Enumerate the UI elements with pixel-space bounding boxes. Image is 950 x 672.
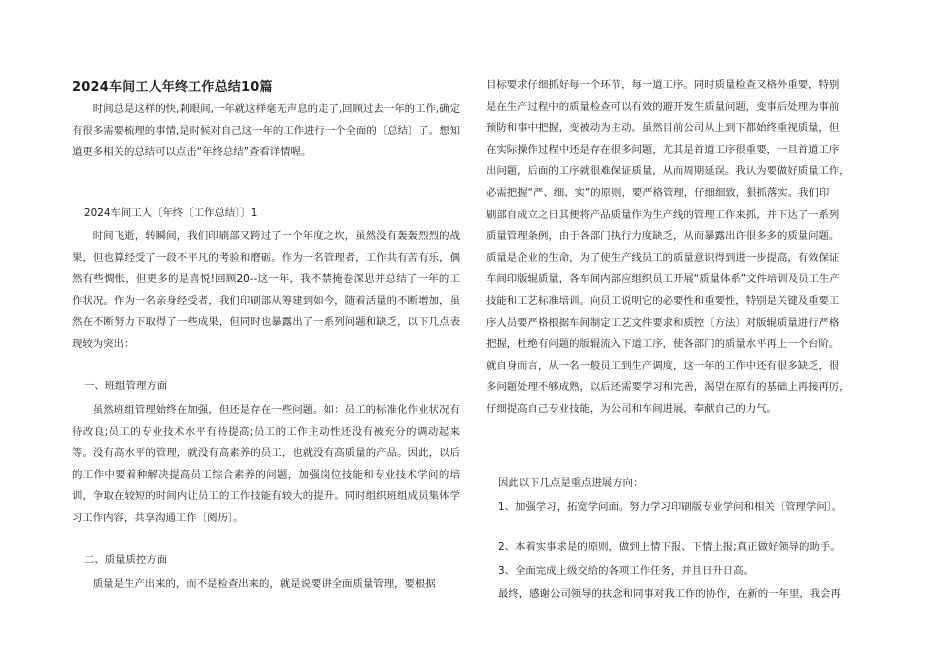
text-line: 多问题处理不够成熟，以后还需要学习和完善，渴望在原有的基础上再接再厉，	[486, 381, 850, 394]
text-line: 出问题，后面的工序就很难保证质量，从而周期延误。我认为要做好质量工作，	[486, 165, 850, 178]
text-line: 车间印版辊质量，各车间内部应组织员工开展“质量体系”文件培训及员工生产	[486, 273, 840, 286]
section-heading: 2024车间工人〔年终〔工作总结〕〕1	[84, 207, 258, 219]
intro-paragraph: 时间总是这样的快,剎眼间,一年就这样毫无声息的走了,回顾过去一年的工作,确定有很多需要梳理的事情,是时候对自己这一年的工作进行一个全面的〔总结〕了。想知道更多相关的总结可以点击“年终总结”查看详情喔。	[72, 103, 460, 159]
text-line: 目标要求仔细抓好每一个环节，每一道工序。同时质量检查又格外重要，特别	[486, 79, 840, 91]
text-line: 就自身而言，从一名一般员工到生产调度，这一年的工作中还有很多缺乏，很	[486, 359, 840, 372]
closing-paragraph-start: 最终，感谢公司领导的扶念和同事对我工作的协作，在新的一年里，我会再	[498, 588, 841, 600]
focus-item-3: 3、全面完成上级交给的各项工作任务，并且日升日高。	[498, 565, 754, 577]
section-paragraph: 时间飞逝，转瞬间，我们印刷部又跨过了一个年度之坎，虽然没有轰轰烈烈的战果，但也算经受了一段不平凡的考验和磨砺。作为一名管理者，工作共有苦有乐，偶然有些惆怅，但更多的是喜悦!回顾20--这一年，我不禁掩卷深思并总结了一年的工作状况。作为一名亲身经受者，我们印刷部从筹建到如今，随着活量的不断增加，虽然在不断努力下取得了一些成果，但同时也暴露出了一系列问题和缺乏，以下几点表现较为突出：	[72, 230, 460, 350]
focus-item-1: 1、加强学习，拓宽学问面。努力学习印刷版专业学问和相关〔管理学问〕。	[498, 501, 843, 513]
text-line: 质量是企业的生命，为了使生产线员工的质量意识得到进一步提高，有效保证	[486, 251, 840, 264]
focus-item-2: 2、本着实事求是的原则，做到上情下报、下情上报;真正做好领导的助手。	[498, 541, 841, 553]
text-line: 预防和事中把握，变被动为主动。虽然目前公司从上到下都始终重视质量，但	[486, 122, 840, 135]
text-line: 仔细提高自己专业技能，为公司和车间进展，奉献自己的力气。	[486, 402, 777, 415]
text-line: 质量管理条例，由于各部门执行力度缺乏，从而暴露出许很多多的质量问题。	[486, 230, 840, 243]
text-line: 刷部自成立之日其便将产品质量作为生产线的管理工作来抓，并下达了一系列	[486, 208, 840, 221]
subsection-heading-quality: 二、质量质控方面	[84, 554, 168, 566]
team-management-paragraph: 虽然班组管理始终在加强，但还是存在一些问题。如：员工的标准化作业状况有待改良;员工的专业技术水平有待提高;员工的工作主动性还没有被充分的调动起来等。没有高水平的管理，就没有高素养的员工，也就没有高质量的产品。因此，以后的工作中要着种解决提高员工综合素养的问题，加强岗位技能和专业技术学问的培训，争取在较短的时间内让员工的工作技能有较大的提升。同时组织班组成员集体学习工作内容，共享沟通工作〔阅历〕。	[72, 404, 460, 524]
subsection-heading-team: 一、班组管理方面	[84, 380, 168, 392]
text-line: 在实际操作过程中还是存在很多问题，尤其是首道工序很重要，一旦首道工序	[486, 143, 840, 156]
text-line: 把握，杜绝有问题的版辊流入下道工序，使各部门的质量水平再上一个台阶。	[486, 338, 840, 351]
focus-intro: 因此以下几点是重点进展方向：	[498, 477, 644, 489]
text-line: 必需把握“严、细、实”的原则，要严格管理，仔细细致，狠抓落实。我们印	[486, 186, 830, 199]
text-line: 序人员要严格根据车间制定工艺文件要求和质控〔方法〕对版辊质量进行严格	[486, 316, 840, 329]
text-line: 是在生产过程中的质量检查可以有效的避开发生质量问题，变事后处理为事前	[486, 100, 840, 113]
quality-paragraph-continued	[486, 75, 871, 421]
text-line: 技能和工艺标准培训。向员工说明它的必要性和重要性，特别是关键及重要工	[486, 294, 840, 307]
document-title: 2024车间工人年终工作总结10篇	[72, 80, 273, 95]
quality-paragraph-start: 质量是生产出来的，而不是检查出来的，就是说要讲全面质量管理，要根据	[92, 578, 436, 590]
